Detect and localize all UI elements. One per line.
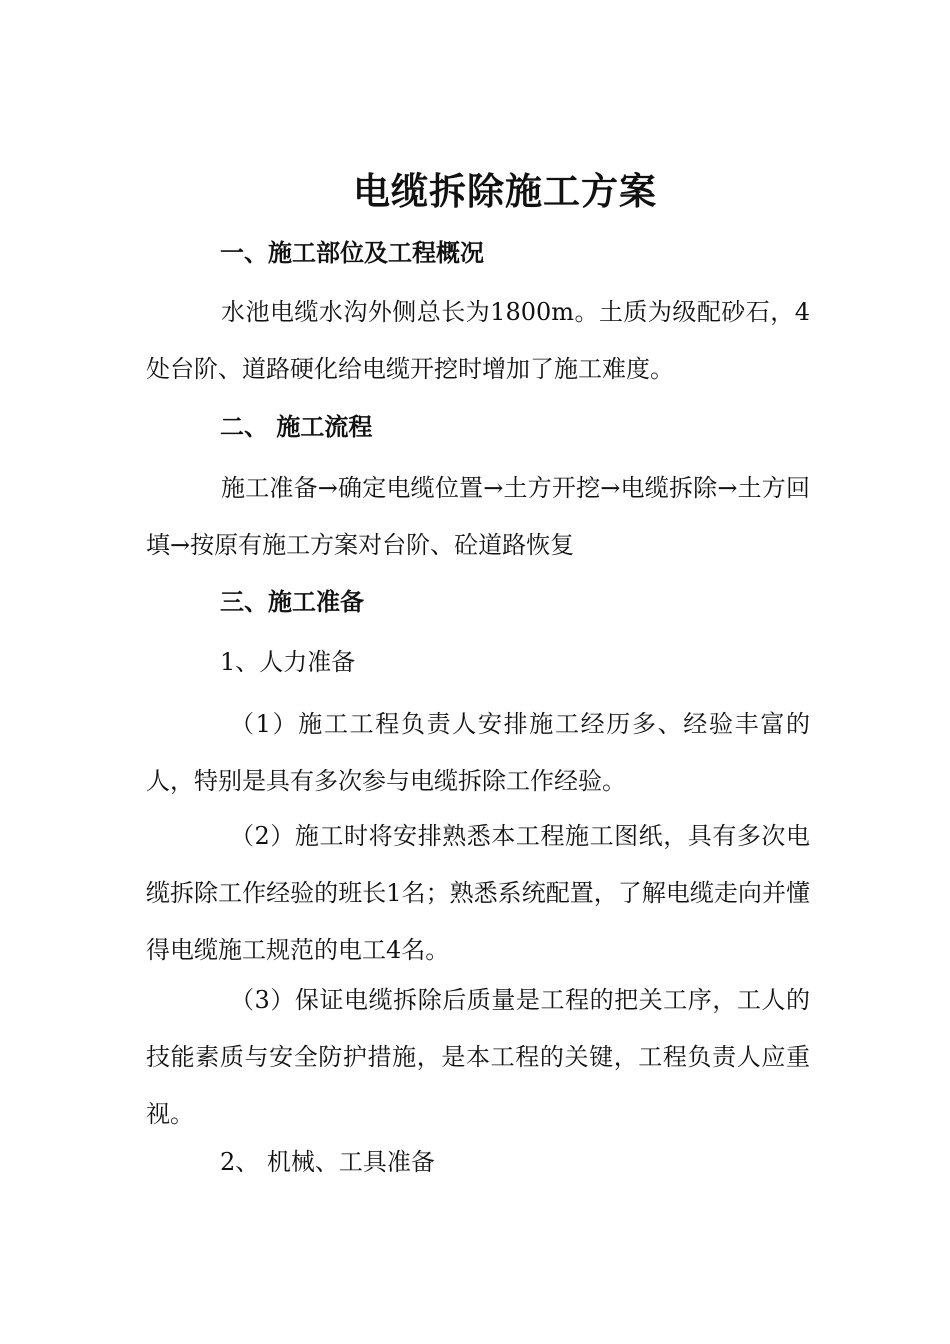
section-body-overview: 水池电缆水沟外侧总长为1800m。土质为级配砂石，4处台阶、道路硬化给电缆开挖时增加了施工难度。: [146, 298, 810, 383]
manpower-item-3: （3）保证电缆拆除后质量是工程的把关工序，工人的技能素质与安全防护措施，是本工程的关键，工程负责人应重视。: [146, 986, 810, 1128]
section-heading-preparation: 三、施工准备: [220, 588, 364, 616]
document-title: 电缆拆除施工方案: [353, 170, 657, 213]
manpower-item-2: （2）施工时将安排熟悉本工程施工图纸，具有多次电缆拆除工作经验的班长1名；熟悉系统配置，了解电缆走向并懂得电缆施工规范的电工4名。: [146, 822, 810, 964]
subsection-heading-equipment: 2、 机械、工具准备: [220, 1148, 435, 1176]
section-heading-process: 二、 施工流程: [220, 413, 373, 441]
subsection-heading-manpower: 1、人力准备: [220, 648, 356, 676]
section-body-process: 施工准备→确定电缆位置→土方开挖→电缆拆除→土方回填→按原有施工方案对台阶、砼道路恢复: [146, 474, 810, 559]
manpower-item-1: （1）施工工程负责人安排施工经历多、经验丰富的人，特别是具有多次参与电缆拆除工作经验。: [146, 710, 810, 795]
section-heading-overview: 一、施工部位及工程概况: [220, 239, 484, 267]
